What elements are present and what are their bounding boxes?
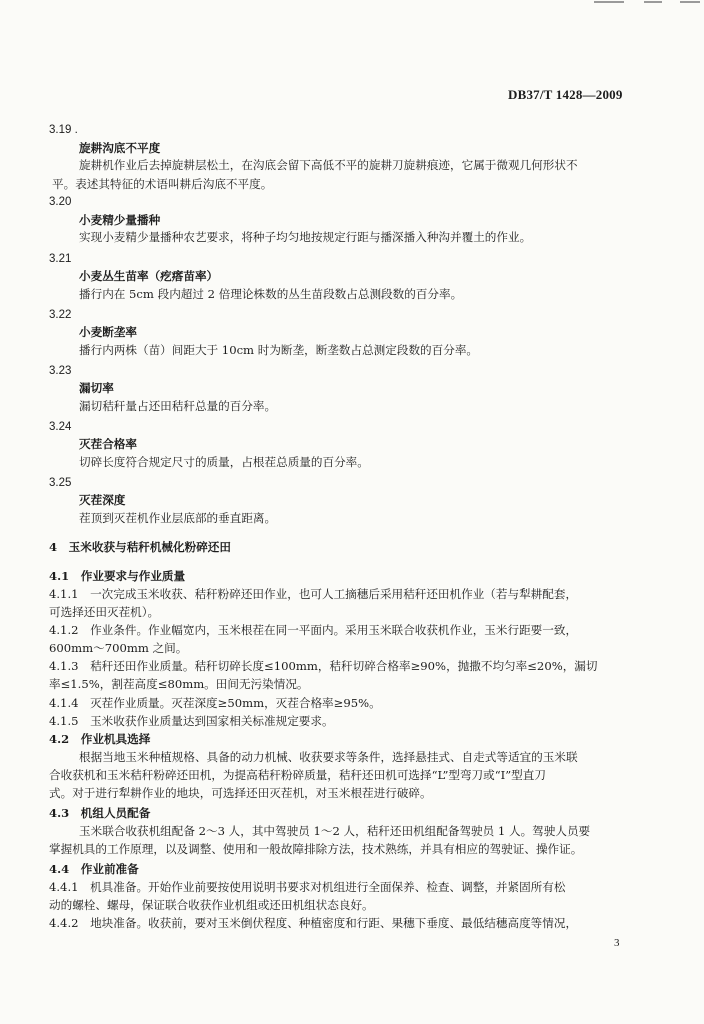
definition-text: 实现小麦精少量播种农艺要求，将种子均匀地按规定行距与播深播入种沟并覆土的作业。 xyxy=(79,230,532,244)
body-text: 玉米联合收获机组配备 2～3 人，其中驾驶员 1～2 人，秸秆还田机组配备驾驶员 1 人。驾驶人员要 xyxy=(79,824,591,838)
definition-text: 茬顶到灭茬机作业层底部的垂直距离。 xyxy=(79,511,277,525)
scan-edge-marks xyxy=(584,0,704,4)
subsection-heading: 4.3 机组人员配备 xyxy=(49,806,151,820)
term-title: 漏切率 xyxy=(79,381,114,395)
body-text: 4.1.5 玉米收获作业质量达到国家相关标准规定要求。 xyxy=(49,714,334,728)
body-text: 4.1.4 灭茬作业质量。灭茬深度≥50mm，灭茬合格率≥95%。 xyxy=(49,696,381,710)
standard-code: DB37/T 1428—2009 xyxy=(508,87,623,102)
clause-number: 3.22 xyxy=(49,309,72,321)
definition-text: 切碎长度符合规定尺寸的质量，占根茬总质量的百分率。 xyxy=(79,455,369,469)
clause-number: 3.19 . xyxy=(49,124,78,136)
clause-number: 3.20 xyxy=(49,196,72,208)
clause-number: 3.21 xyxy=(49,253,72,265)
term-title: 小麦丛生苗率（疙瘩苗率） xyxy=(79,269,219,283)
clause-number: 3.24 xyxy=(49,421,72,433)
body-text: 4.4.2 地块准备。收获前，要对玉米倒伏程度、种植密度和行距、果穗下垂度、最低结穗高度等情况， xyxy=(49,916,578,930)
body-text: 率≤1.5%，割茬高度≤80mm。田间无污染情况。 xyxy=(49,677,309,691)
term-title: 小麦精少量播种 xyxy=(79,213,161,227)
body-text: 合收获机和玉米秸秆粉碎还田机，为提高秸秆粉碎质量，秸秆还田机可选择“L”型弯刀或“I”型直刀 xyxy=(49,768,546,782)
page-number: 3 xyxy=(614,937,620,949)
clause-number: 3.23 xyxy=(49,365,72,377)
subsection-heading: 4.1 作业要求与作业质量 xyxy=(49,569,186,583)
definition-text: 旋耕机作业后去掉旋耕层松土，在沟底会留下高低不平的旋耕刀旋耕痕迹，它属于微观几何形状不 xyxy=(79,158,578,172)
term-title: 旋耕沟底不平度 xyxy=(79,141,161,155)
body-text: 600mm～700mm 之间。 xyxy=(49,641,188,655)
body-text: 4.1.1 一次完成玉米收获、秸秆粉碎还田作业，也可人工摘穗后采用秸秆还田机作业（若与犁耕配套， xyxy=(49,587,578,601)
definition-text: 播行内在 5cm 段内超过 2 倍理论株数的丛生苗段数占总测段数的百分率。 xyxy=(79,287,463,301)
body-text: 掌握机具的工作原理，以及调整、使用和一般故障排除方法，技术熟练，并具有相应的驾驶证、操作证。 xyxy=(49,842,583,856)
clause-number: 3.25 xyxy=(49,477,72,489)
definition-text: 平。表述其特征的术语叫耕后沟底不平度。 xyxy=(52,177,273,191)
body-text: 根据当地玉米种植规格、具备的动力机械、收获要求等条件，选择悬挂式、自走式等适宜的玉米联 xyxy=(79,750,578,764)
subsection-heading: 4.4 作业前准备 xyxy=(49,862,139,876)
body-text: 式。对于进行犁耕作业的地块，可选择还田灭茬机，对玉米根茬进行破碎。 xyxy=(49,786,432,800)
body-text: 4.1.3 秸秆还田作业质量。秸秆切碎长度≤100mm，秸秆切碎合格率≥90%，抛撒不均匀率≤20%，漏切 xyxy=(49,659,598,673)
subsection-heading: 4.2 作业机具选择 xyxy=(49,732,151,746)
term-title: 小麦断垄率 xyxy=(79,325,137,339)
body-text: 可选择还田灭茬机）。 xyxy=(49,605,160,619)
term-title: 灭茬合格率 xyxy=(79,437,137,451)
definition-text: 漏切秸秆量占还田秸秆总量的百分率。 xyxy=(79,399,277,413)
definition-text: 播行内两株（苗）间距大于 10cm 时为断垄，断垄数占总测定段数的百分率。 xyxy=(79,343,479,357)
term-title: 灭茬深度 xyxy=(79,493,126,507)
body-text: 动的螺栓、螺母，保证联合收获作业机组或还田机组状态良好。 xyxy=(49,898,374,912)
body-text: 4.4.1 机具准备。开始作业前要按使用说明书要求对机组进行全面保养、检查、调整，并紧固所有松 xyxy=(49,880,566,894)
section-heading: 4 玉米收获与秸秆机械化粉碎还田 xyxy=(49,540,231,554)
body-text: 4.1.2 作业条件。作业幅宽内，玉米根茬在同一平面内。采用玉米联合收获机作业，玉米行距要一致， xyxy=(49,623,578,637)
